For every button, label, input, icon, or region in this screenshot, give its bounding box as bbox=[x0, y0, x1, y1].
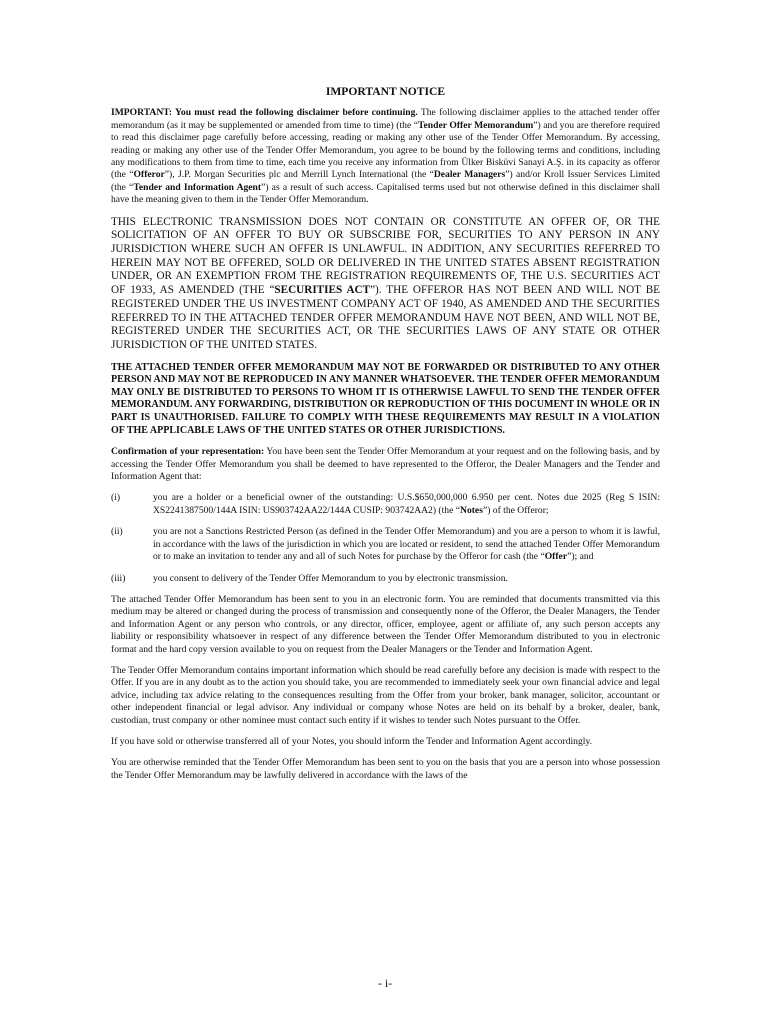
transferred-notes-paragraph: If you have sold or otherwise transferred all of your Notes, you should inform the Tender and Information Agent accordingly. bbox=[111, 735, 593, 747]
securities-act-paragraph: THIS ELECTRONIC TRANSMISSION DOES NOT CONTAIN OR CONSTITUTE AN OFFER OF, OR THE SOLICITATION OF AN OFFER TO BUY OR SUBSCRIBE FOR, SECURITIES TO ANY PERSON IN ANY JURISDICTION WHERE SUCH AN OFFER IS UNLAWFUL. IN ADDITION, ANY SECURITIES REFERRED TO HEREIN MAY NOT BE OFFERED, SOLD OR DELIVERED IN THE UNITED STATES ABSENT REGISTRATION UNDER, OR AN EXEMPTION FROM THE REGISTRATION REQUIREMENTS OF, THE U.S. SECURITIES ACT OF 1933, AS AMENDED (THE “SECURITIES ACT”). THE OFFEROR HAS NOT BEEN AND WILL NOT BE REGISTERED UNDER THE US INVESTMENT COMPANY ACT OF 1940, AS AMENDED AND THE SECURITIES REFERRED TO IN THE ATTACHED TENDER OFFER MEMORANDUM HAVE NOT BEEN, AND WILL NOT BE, REGISTERED UNDER THE SECURITIES ACT, OR THE SECURITIES LAWS OF ANY STATE OR OTHER JURISDICTION OF THE UNITED STATES. bbox=[111, 215, 660, 351]
list-item bbox=[111, 526, 660, 563]
page-number: - i- bbox=[377, 976, 393, 990]
intro-paragraph: IMPORTANT: You must read the following disclaimer before continuing. The following disclaimer applies to the attached tender offer memorandum (as it may be supplemented or amended from time to time) (the “Tender Offer Memorandum”) and you are therefore required to read this disclaimer page carefully before accessing, reading or making any other use of the Tender Offer Memorandum. By accessing, reading or making any other use of the Tender Offer Memorandum, you agree to be bound by the following terms and conditions, including any modifications to them from time to time, each time you receive any information from Ülker Bisküvi Sanayi A.Ş. in its capacity as offeror (the “Offeror”), J.P. Morgan Securities plc and Merrill Lynch International (the “Dealer Managers”) and/or Kroll Issuer Services Limited (the “Tender and Information Agent”) as a result of such access. Capitalised terms used but not otherwise defined in this disclaimer shall have the meaning given to them in the Tender Offer Memorandum. bbox=[111, 107, 661, 206]
intro-lead: IMPORTANT: You must read the following disclaimer before continuing. bbox=[111, 107, 418, 119]
distribution-warning-paragraph: THE ATTACHED TENDER OFFER MEMORANDUM MAY NOT BE FORWARDED OR DISTRIBUTED TO ANY OTHER PERSON AND MAY NOT BE REPRODUCED IN ANY MANNER WHATSOEVER. THE TENDER OFFER MEMORANDUM MAY ONLY BE DISTRIBUTED TO PERSONS TO WHOM IT IS OTHERWISE LAWFUL TO SEND THE TENDER OFFER MEMORANDUM. ANY FORWARDING, DISTRIBUTION OR REPRODUCTION OF THIS DOCUMENT IN WHOLE OR IN PART IS UNAUTHORISED. FAILURE TO COMPLY WITH THESE REQUIREMENTS MAY RESULT IN A VIOLATION OF THE APPLICABLE LAWS OF THE UNITED STATES OR OTHER JURISDICTIONS. bbox=[111, 361, 660, 436]
electronic-form-paragraph: The attached Tender Offer Memorandum has been sent to you in an electronic form. You are reminded that documents transmitted via this medium may be altered or changed during the process of transmission and consequently none of the Offeror, the Dealer Managers, the Tender and Information Agent or any person who controls, or any director, officer, employee, agent or affiliate of, any such person accepts any liability or responsibility whatsoever in respect of any difference between the Tender Offer Memorandum distributed to you in electronic format and the hard copy version available to you on request from the Dealer Managers or the Tender and Information Agent. bbox=[111, 593, 660, 655]
list-item-text: you consent to delivery of the Tender Offer Memorandum to you by electronic transmission. bbox=[153, 572, 508, 584]
list-item-number: (ii) bbox=[111, 526, 123, 538]
lawful-delivery-paragraph: You are otherwise reminded that the Tender Offer Memorandum has been sent to you on the basis that you are a person into whose possession the Tender Offer Memorandum may be lawfully delivered in accordance with the laws of the bbox=[111, 757, 660, 781]
confirmation-lead: Confirmation of your representation: bbox=[111, 446, 265, 458]
list-item bbox=[111, 492, 660, 517]
list-item-number: (iii) bbox=[111, 572, 126, 584]
list-item-number: (i) bbox=[111, 492, 121, 504]
notice-body bbox=[111, 86, 660, 791]
confirmation-paragraph: Confirmation of your representation: You have been sent the Tender Offer Memorandum at your request and on the following basis, and by accessing the Tender Offer Memorandum you shall be deemed to have represented to the Offeror, the Dealer Managers and the Tender and Information Agent that: bbox=[111, 446, 660, 483]
list-item-text: you are not a Sanctions Restricted Person (as defined in the Tender Offer Memorandum) and you are a person to whom it is lawful, in accordance with the laws of the jurisdiction in which you are located or resident, to send the attached Tender Offer Memorandum or to make an invitation to tender any and all of such Notes for purchase by the Offeror for cash (the “Offer”); and bbox=[153, 526, 660, 563]
notice-title: IMPORTANT NOTICE bbox=[325, 85, 446, 98]
important-information-paragraph: The Tender Offer Memorandum contains important information which should be read carefully before any decision is made with respect to the Offer. If you are in any doubt as to the action you should take, you are recommended to immediately seek your own financial advice and legal advice, including tax advice relating to the consequences resulting from the Offer from your broker, bank manager, solicitor, accountant or other independent financial or legal advisor. Any individual or company whose Notes are held on its behalf by a broker, dealer, bank, custodian, trust company or other nominee must contact such entity if it wishes to tender such Notes pursuant to the Offer. bbox=[111, 664, 660, 726]
list-item-text: you are a holder or a beneficial owner of the outstanding: U.S.$650,000,000 6.950 per cent. Notes due 2025 (Reg S ISIN: XS2241387500/144A ISIN: US903742AA22/144A CUSIP: 903742AA2) (the “Notes”) of the Offeror; bbox=[153, 492, 660, 516]
list-item bbox=[111, 573, 660, 585]
